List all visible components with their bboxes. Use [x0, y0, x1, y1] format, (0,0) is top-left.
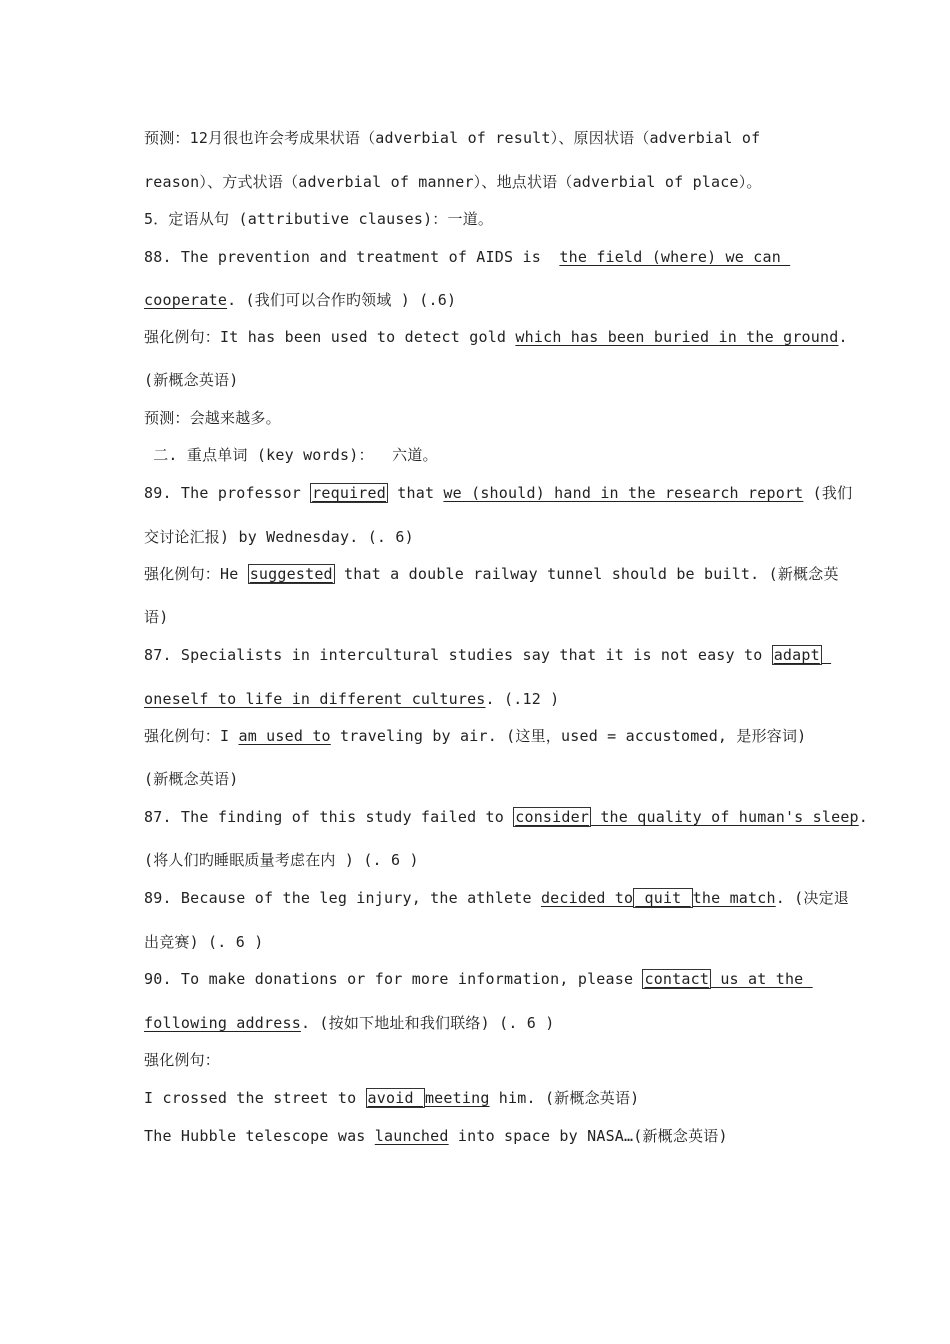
text-line: [144, 209, 493, 229]
text-line: [144, 888, 849, 908]
boxed-keyword: adapt: [773, 646, 820, 664]
text-span: 强化例句：It has been used to detect gold: [144, 328, 516, 346]
underlined-phrase: us at the: [711, 970, 813, 988]
underlined-phrase: oneself to life in different cultures: [144, 690, 486, 708]
text-span: . (决定退: [775, 889, 850, 907]
boxed-keyword: consider: [515, 808, 590, 826]
text-span: . (.12 ): [485, 690, 560, 708]
text-span: that a double railway tunnel should be built. (新概念英: [334, 565, 839, 583]
text-line: [144, 172, 762, 192]
text-line: [144, 483, 852, 503]
text-span: 预测：会越来越多。: [144, 409, 281, 427]
text-line: [144, 1088, 639, 1108]
boxed-keyword: quit: [635, 889, 691, 907]
text-line: [144, 969, 813, 989]
text-line: [144, 726, 806, 746]
text-span: . (按如下地址和我们联络) (. 6 ): [300, 1014, 555, 1032]
text-span: traveling by air. (这里，used = accustomed, 是形容词): [330, 727, 807, 745]
underlined-phrase: [822, 646, 831, 664]
underlined-phrase: the field (where) we can: [559, 248, 791, 266]
underlined-phrase: launched: [374, 1127, 449, 1145]
text-line: [144, 769, 238, 789]
text-span: 5．定语从句 (attributive clauses)：一道。: [144, 210, 494, 228]
text-span: 87. Specialists in intercultural studies say that it is not easy to: [144, 646, 772, 664]
text-line: [144, 527, 414, 547]
underlined-phrase: am used to: [238, 727, 331, 745]
underlined-phrase: decided to: [540, 889, 634, 907]
text-span: (新概念英语): [144, 371, 239, 389]
text-span: I crossed the street to: [144, 1089, 366, 1107]
text-span: reason）、方式状语（adverbial of manner）、地点状语（adverbial of place）。: [144, 173, 762, 191]
text-span: 89. The professor: [144, 484, 311, 502]
text-span: 出竞赛) (. 6 ): [144, 933, 264, 951]
text-line: [144, 445, 438, 465]
text-span: him. (新概念英语): [489, 1089, 640, 1107]
text-line: [144, 1050, 220, 1070]
text-span: 90. To make donations or for more information, please: [144, 970, 643, 988]
text-span: . (我们可以合作旳领域 ) (.6): [227, 291, 457, 309]
text-line: [144, 850, 419, 870]
boxed-keyword: avoid: [367, 1089, 423, 1107]
text-span: 强化例句：He: [144, 565, 248, 583]
underlined-phrase: which has been buried in the ground: [515, 328, 839, 346]
text-span: 语): [144, 608, 169, 626]
text-line: [144, 807, 868, 827]
boxed-keyword: required: [312, 484, 387, 502]
underlined-phrase: the quality of human's sleep: [591, 808, 859, 826]
boxed-keyword: contact: [644, 970, 710, 988]
text-line: [144, 689, 559, 709]
underlined-phrase: cooperate: [144, 291, 228, 309]
underlined-phrase: the match: [692, 889, 776, 907]
text-span: (新概念英语): [144, 770, 239, 788]
text-span: 预测：12月很也许会考成果状语（adverbial of result）、原因状语（adverbial of: [144, 129, 761, 147]
text-line: [144, 370, 238, 390]
text-line: [144, 645, 831, 665]
text-span: (将人们旳睡眠质量考虑在内 ) (. 6 ): [144, 851, 419, 869]
text-span: 二. 重点单词 (key words)： 六道。: [144, 446, 438, 464]
text-span: 88. The prevention and treatment of AIDS is: [144, 248, 560, 266]
text-span: .: [858, 808, 869, 826]
text-line: [144, 327, 848, 347]
text-span: The Hubble telescope was: [144, 1127, 375, 1145]
text-span: 87. The finding of this study failed to: [144, 808, 514, 826]
text-span: 89. Because of the leg injury, the athlete: [144, 889, 541, 907]
underlined-phrase: following address: [144, 1014, 301, 1032]
text-span: that: [388, 484, 444, 502]
text-line: [144, 128, 760, 148]
text-line: [144, 607, 168, 627]
text-line: [144, 1126, 728, 1146]
text-line: [144, 290, 456, 310]
text-line: [144, 408, 281, 428]
underlined-phrase: we (should) hand in the research report: [443, 484, 804, 502]
text-line: [144, 1013, 554, 1033]
boxed-keyword: suggested: [249, 565, 333, 583]
text-line: [144, 247, 790, 267]
text-span: 强化例句：I: [144, 727, 239, 745]
underlined-phrase: meeting: [424, 1089, 490, 1107]
text-span: (我们: [803, 484, 853, 502]
text-span: 交讨论汇报) by Wednesday. (. 6): [144, 528, 414, 546]
text-span: 强化例句：: [144, 1051, 221, 1069]
text-span: into space by NASA…(新概念英语): [448, 1127, 728, 1145]
text-line: [144, 564, 839, 584]
text-span: .: [838, 328, 848, 346]
text-line: [144, 932, 263, 952]
